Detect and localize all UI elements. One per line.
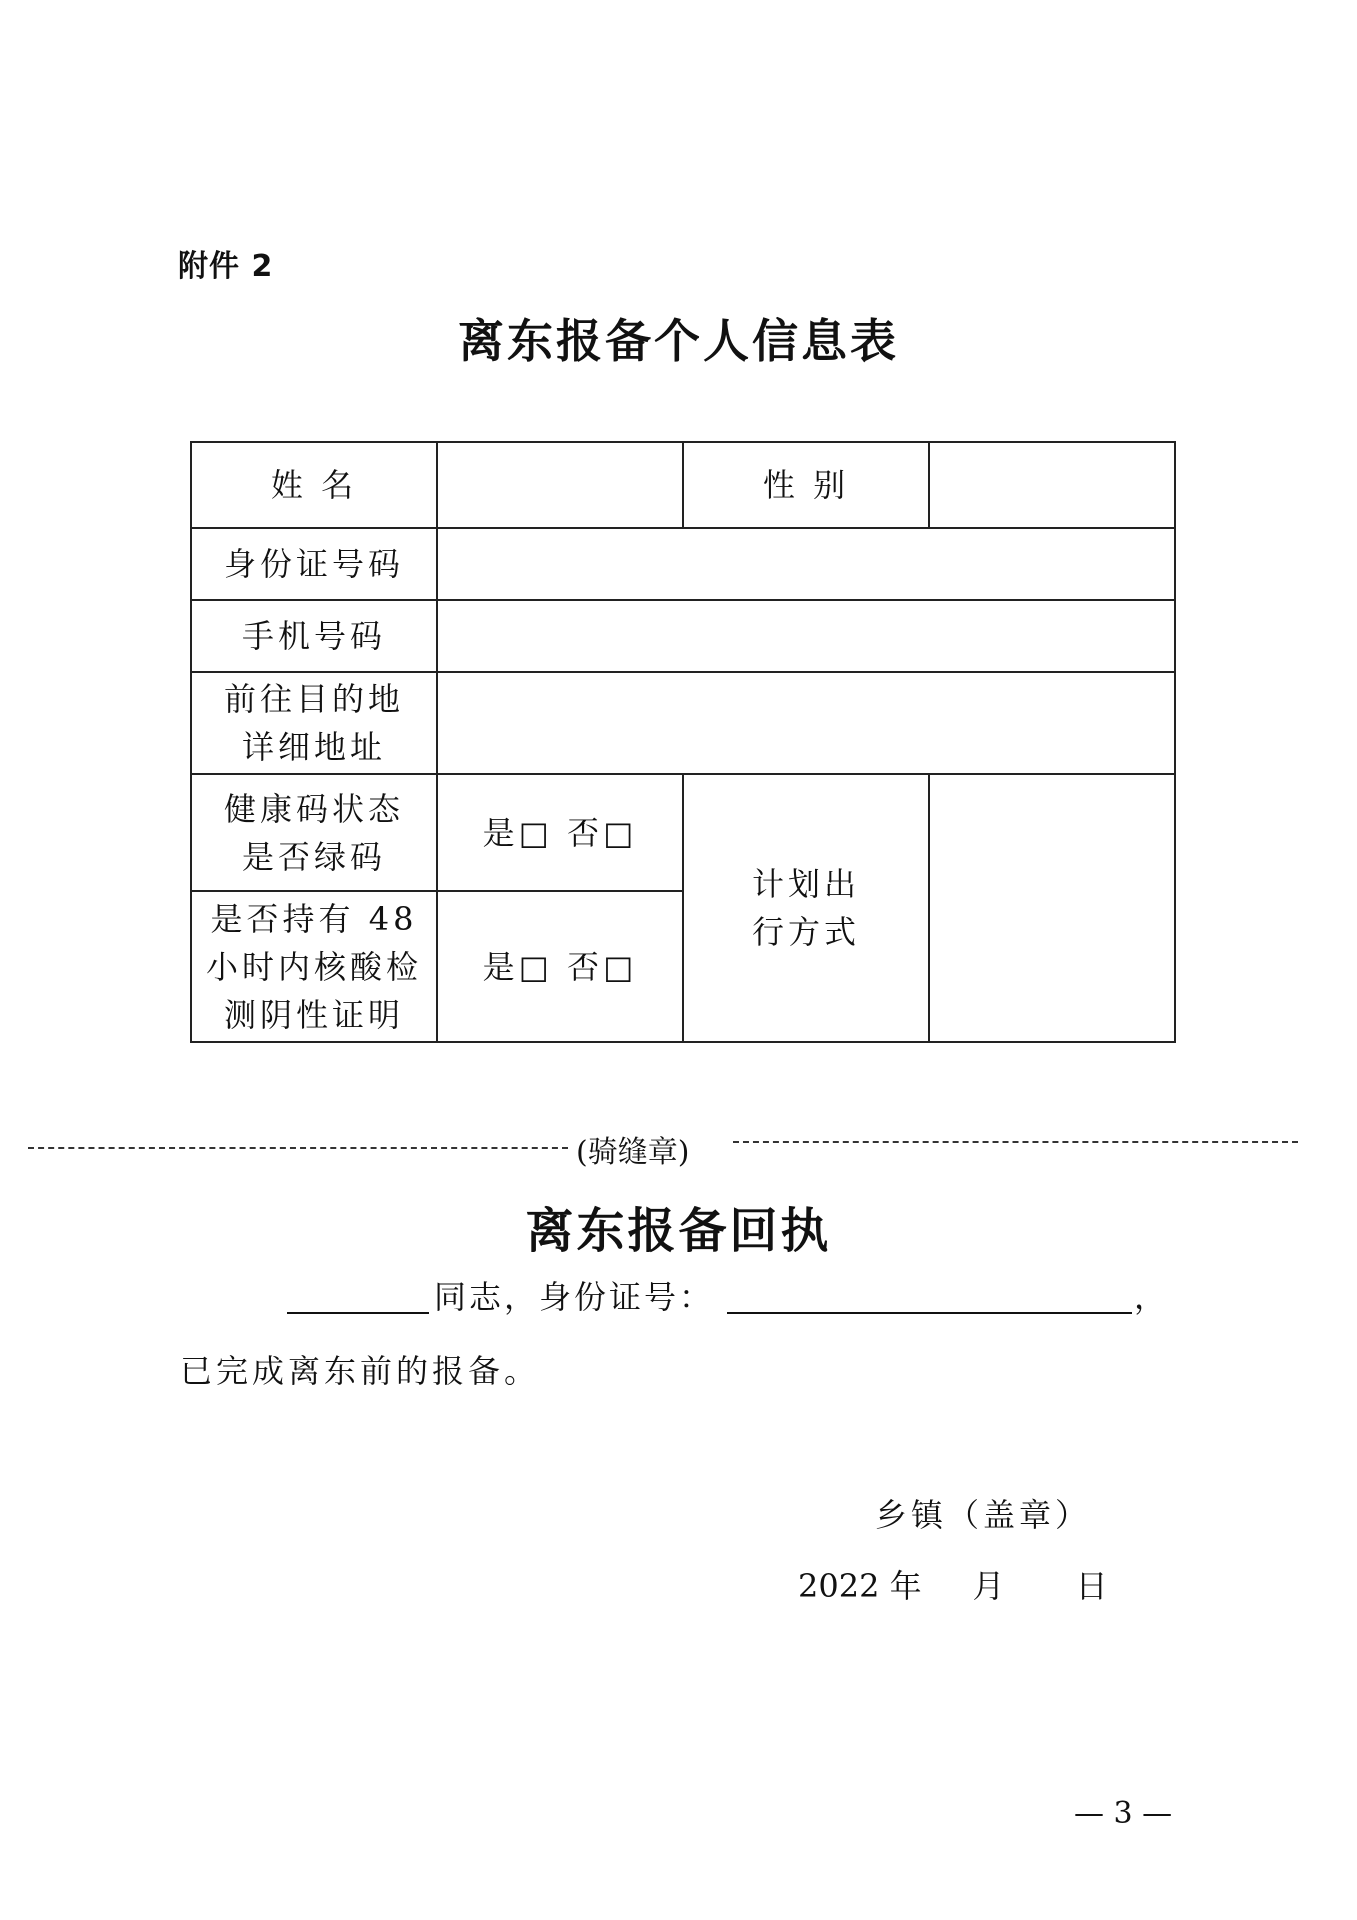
id-number-blank-line[interactable] bbox=[727, 1312, 1132, 1314]
receipt-title: 离东报备回执 bbox=[525, 1203, 832, 1259]
date-line: 2022 年 月 日 bbox=[798, 1567, 1108, 1605]
table-row bbox=[191, 528, 1175, 600]
name-blank-line[interactable] bbox=[287, 1312, 429, 1314]
name-field[interactable] bbox=[437, 442, 683, 528]
nucleic-test-label: 是否持有 48 小时内核酸检 测阴性证明 bbox=[191, 891, 437, 1042]
name-label: 姓 名 bbox=[191, 442, 437, 528]
destination-field[interactable] bbox=[437, 672, 1175, 774]
nucleic-test-options[interactable]: 是□ 否□ bbox=[437, 891, 683, 1042]
form-title: 离东报备个人信息表 bbox=[458, 314, 899, 368]
travel-mode-label: 计划出 行方式 bbox=[683, 774, 929, 1042]
id-number-field[interactable] bbox=[437, 528, 1175, 600]
table-row bbox=[191, 600, 1175, 672]
table-row bbox=[191, 672, 1175, 774]
dashed-line-right bbox=[733, 1141, 1298, 1143]
completed-statement: 已完成离东前的报备。 bbox=[180, 1352, 541, 1390]
page-number: — 3 — bbox=[1074, 1796, 1173, 1831]
township-stamp-label: 乡镇（盖章） bbox=[875, 1496, 1092, 1534]
table-row bbox=[191, 442, 1175, 528]
comma-text: ， bbox=[1134, 1278, 1167, 1316]
dashed-line-left bbox=[28, 1147, 568, 1149]
travel-mode-field[interactable] bbox=[929, 774, 1175, 1042]
health-code-label: 健康码状态 是否绿码 bbox=[191, 774, 437, 891]
perforation-separator bbox=[28, 1127, 1268, 1170]
table-row bbox=[191, 774, 1175, 891]
id-number-label: 身份证号码 bbox=[191, 528, 437, 600]
comrade-id-text: 同志，身份证号： bbox=[434, 1278, 715, 1316]
phone-label: 手机号码 bbox=[191, 600, 437, 672]
attachment-label: 附件 2 bbox=[178, 249, 274, 284]
phone-field[interactable] bbox=[437, 600, 1175, 672]
seam-seal-label: (骑缝章) bbox=[576, 1135, 690, 1170]
receipt-identity-line bbox=[0, 1272, 1357, 1322]
destination-label: 前往目的地 详细地址 bbox=[191, 672, 437, 774]
personal-info-table bbox=[190, 441, 1176, 1043]
health-code-options[interactable]: 是□ 否□ bbox=[437, 774, 683, 891]
gender-label: 性 别 bbox=[683, 442, 929, 528]
gender-field[interactable] bbox=[929, 442, 1175, 528]
